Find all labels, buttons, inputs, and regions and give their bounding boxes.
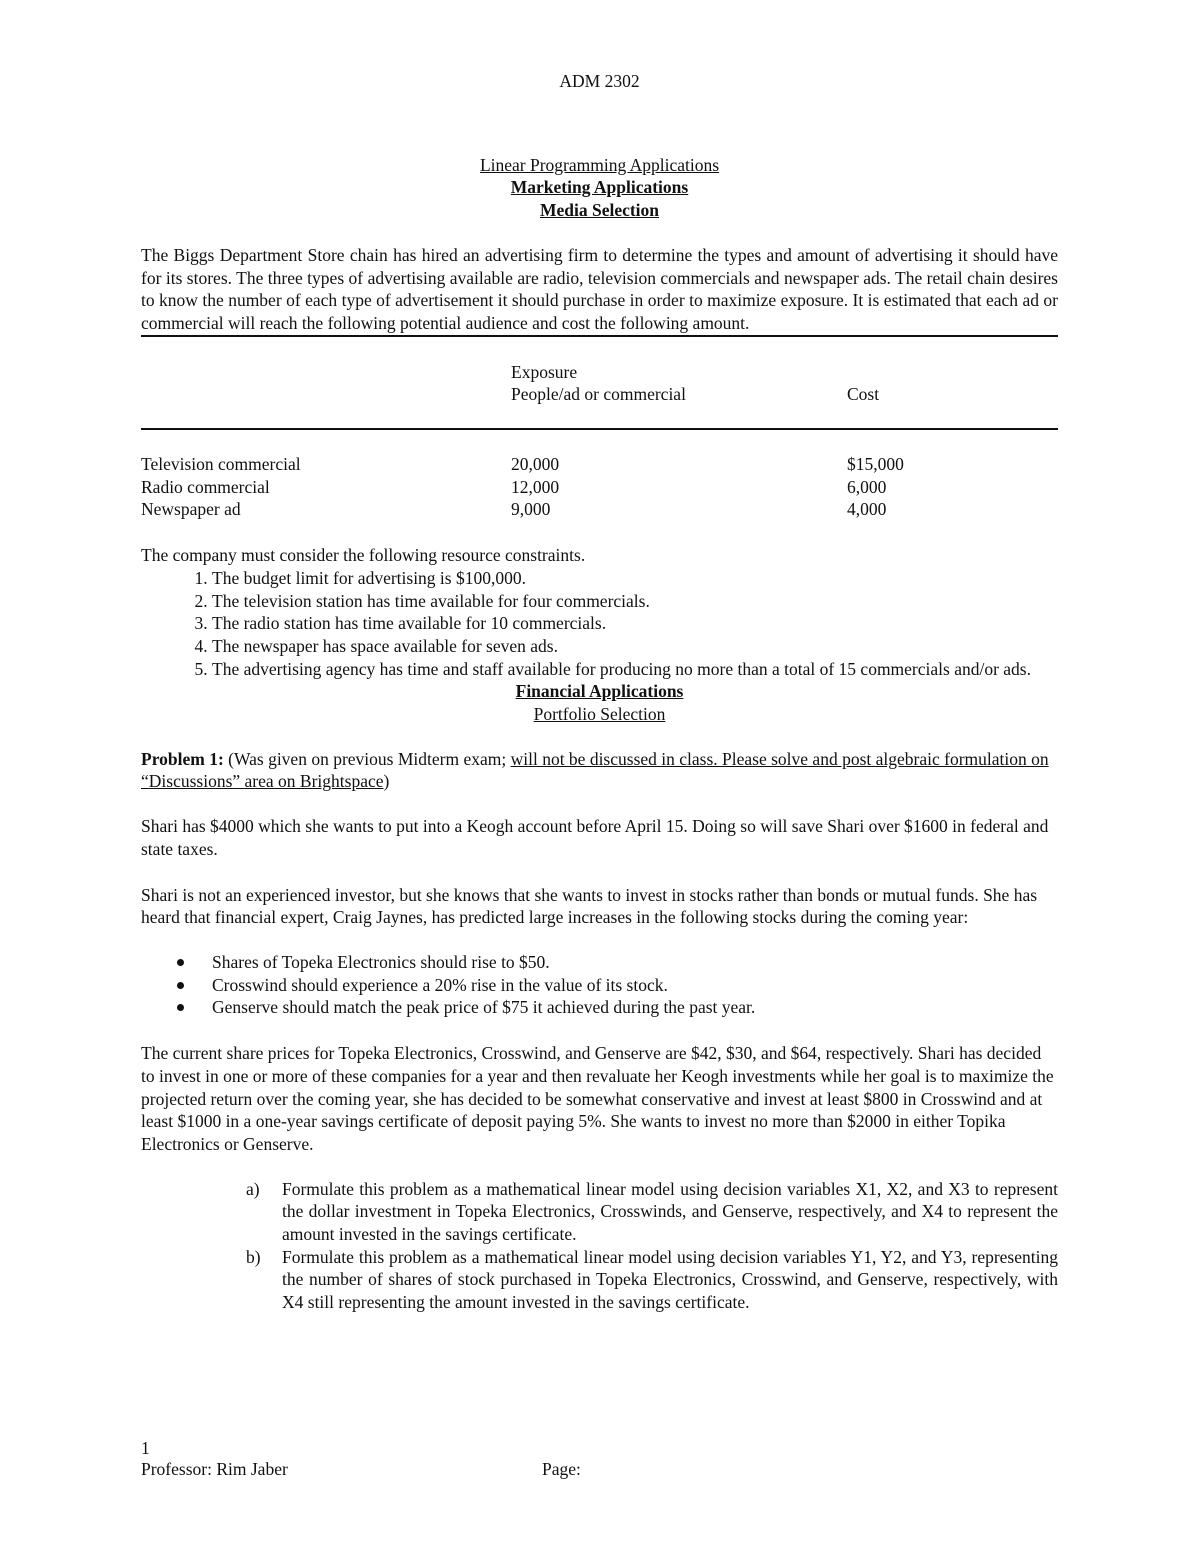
list-item: 2. The television station has time available for four commercials. <box>212 590 1058 613</box>
part-text: Formulate this problem as a mathematical linear model using decision variables Y1, Y2, and Y3, representing the number of shares of stock purchased in Topeka Electronics, Crosswind, and Genserve, respectively, with X4 still representing the amount invested in the savings certificate. <box>282 1246 1058 1313</box>
list-item: 4. The newspaper has space available for seven ads. <box>212 635 1058 658</box>
table-row <box>141 453 1058 476</box>
table-header-row-2 <box>141 383 1058 406</box>
course-code: ADM 2302 <box>559 71 640 91</box>
document-body <box>141 70 1058 1314</box>
row-cost: $15,000 <box>847 454 904 475</box>
table-row <box>141 476 1058 499</box>
problem-parts-list <box>141 1178 1058 1314</box>
problem-note-close: ) <box>383 771 390 792</box>
row-cost: 6,000 <box>847 476 887 497</box>
main-title: Linear Programming Applications <box>479 154 720 175</box>
problem-paragraph-1: Shari has $4000 which she wants to put into a Keogh account before April 15. Doing so will save Shari over $1600 in federal and state taxes. <box>141 816 1049 859</box>
bullet-icon <box>177 959 184 966</box>
subsection-title-portfolio: Portfolio Selection <box>533 704 666 725</box>
section-title-financial: Financial Applications <box>515 681 684 702</box>
media-intro-paragraph: The Biggs Department Store chain has hired an advertising firm to determine the types and amount of advertising it should have for its stores. The three types of advertising available are radio, television commercials and newspaper ads. The retail chain desires to know the number of each type of advertisement it should purchase in order to maximize exposure. It is estimated that each ad or commercial will reach the following potential audience and cost the following amount. <box>141 244 1058 333</box>
footer <box>141 1438 1058 1483</box>
constraints-intro: The company must consider the following resource constraints. <box>141 545 586 566</box>
list-item <box>141 974 1058 997</box>
header-cost: Cost <box>847 384 880 405</box>
list-item: 5. The advertising agency has time and staff available for producing no more than a total of 15 commercials and/or ads. <box>212 658 1058 681</box>
list-item <box>141 1246 1058 1314</box>
row-exposure: 12,000 <box>511 476 560 497</box>
constraints-list <box>141 567 1058 681</box>
list-item <box>141 1178 1058 1246</box>
bullet-text: Crosswind should experience a 20% rise in the value of its stock. <box>212 974 668 995</box>
problem-1-heading <box>141 748 1058 793</box>
stock-predictions-list <box>141 951 1058 1019</box>
row-name: Newspaper ad <box>141 499 241 520</box>
section-title-marketing: Marketing Applications <box>510 177 689 198</box>
row-exposure: 20,000 <box>511 454 560 475</box>
footer-professor: Professor: Rim Jaber <box>141 1459 288 1479</box>
header-exposure: Exposure <box>511 361 578 382</box>
problem-label: Problem 1: <box>141 748 224 769</box>
bullet-icon <box>177 982 184 989</box>
bullet-text: Genserve should match the peak price of $75 it achieved during the past year. <box>212 997 756 1018</box>
bullet-icon <box>177 1004 184 1011</box>
header-people-per-ad: People/ad or commercial <box>511 384 686 405</box>
list-item: 3. The radio station has time available for 10 commercials. <box>212 612 1058 635</box>
row-cost: 4,000 <box>847 499 887 520</box>
list-item <box>141 951 1058 974</box>
problem-note-underlined: will not be discussed in class. Please solve and post algebraic formulation on “Discussions” area on Brightspace <box>141 748 1049 792</box>
part-label: a) <box>246 1178 260 1199</box>
problem-note-open: (Was given on previous Midterm exam; <box>223 748 511 769</box>
list-item <box>141 996 1058 1019</box>
list-item: 1. The budget limit for advertising is $100,000. <box>212 567 1058 590</box>
part-text: Formulate this problem as a mathematical linear model using decision variables X1, X2, and X3 to represent the dollar investment in Topeka Electronics, Crosswinds, and Genserve, respectively, and X4 to represent the amount invested in the savings certificate. <box>282 1178 1058 1245</box>
problem-paragraph-2: Shari is not an experienced investor, but she knows that she wants to invest in stocks rather than bonds or mutual funds. She has heard that financial expert, Craig Jaynes, has predicted large increases in the following stocks during the coming year: <box>141 884 1038 928</box>
media-table <box>141 337 1058 522</box>
subsection-title-media: Media Selection <box>539 200 660 221</box>
row-name: Radio commercial <box>141 476 270 497</box>
page-number: 1 <box>141 1438 150 1458</box>
bullet-text: Shares of Topeka Electronics should rise to $50. <box>212 951 550 972</box>
problem-paragraph-3: The current share prices for Topeka Electronics, Crosswind, and Genserve are $42, $30, and $64, respectively. Shari has decided to invest in one or more of these companies for a year and then revaluate her Keogh investments while her goal is to maximize the projected return over the coming year, she has decided to be somewhat conservative and invest at least $800 in Crosswind and at least $1000 in a one-year savings certificate of deposit paying 5%. She wants to invest no more than $2000 in either Topika Electronics or Genserve. <box>141 1043 1054 1154</box>
table-row <box>141 498 1058 521</box>
part-label: b) <box>246 1246 261 1267</box>
table-header-row <box>141 361 1058 384</box>
row-exposure: 9,000 <box>511 499 551 520</box>
row-name: Television commercial <box>141 454 301 475</box>
footer-page-label: Page: <box>542 1459 581 1479</box>
